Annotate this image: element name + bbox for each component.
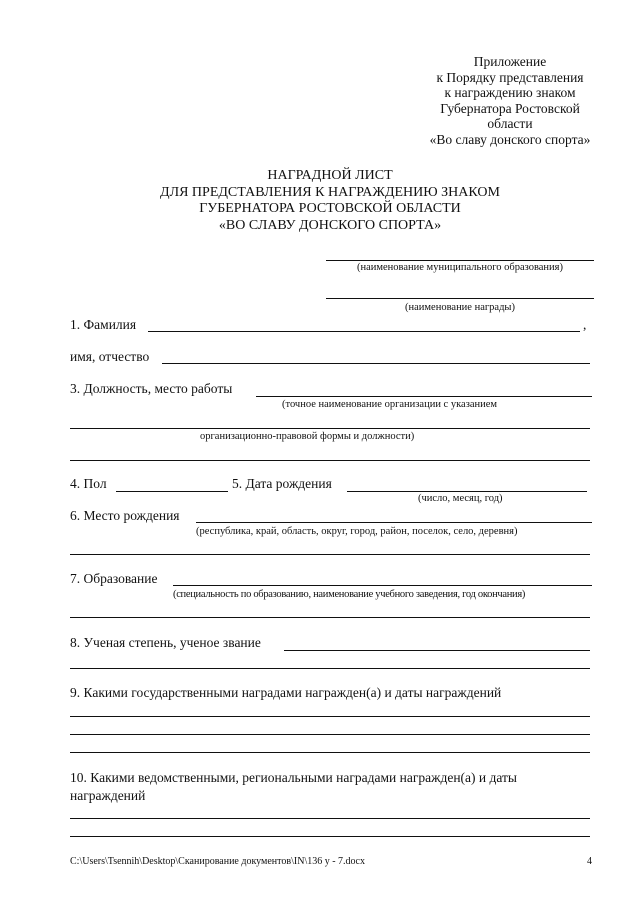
state-awards-field-2[interactable] <box>70 734 590 735</box>
birth-place-field[interactable] <box>196 522 592 523</box>
appendix-line: Приложение <box>473 54 547 69</box>
education-label: 7. Образование <box>70 571 158 586</box>
appendix-line: к Порядку представления <box>436 69 584 85</box>
surname-label: 1. Фамилия <box>70 317 137 332</box>
birth-date-hint: (число, месяц, год) <box>418 493 503 504</box>
birth-date-label: 5. Дата рождения <box>232 476 332 491</box>
birth-place-label: 6. Место рождения <box>70 508 180 523</box>
title-line: ДЛЯ ПРЕДСТАВЛЕНИЯ К НАГРАЖДЕНИЮ ЗНАКОМ <box>160 184 500 200</box>
dept-awards-label-1: 10. Какими ведомственными, региональными наградами награжден(а) и даты <box>70 770 517 785</box>
birth-date-field[interactable] <box>347 491 587 492</box>
title-line: «ВО СЛАВУ ДОНСКОГО СПОРТА» <box>218 217 442 233</box>
municipality-field[interactable] <box>326 260 594 261</box>
position-hint-2: организационно-правовой формы и должности) <box>200 431 415 442</box>
state-awards-field-3[interactable] <box>70 752 590 753</box>
position-field[interactable] <box>256 396 592 397</box>
appendix-block <box>410 54 610 147</box>
birth-place-field-2[interactable] <box>70 554 590 555</box>
name-label: имя, отчество <box>70 349 150 364</box>
dept-awards-field-1[interactable] <box>70 818 590 819</box>
degree-field[interactable] <box>284 650 590 651</box>
sex-label: 4. Пол <box>70 476 107 491</box>
birth-place-hint: (республика, край, область, округ, город, район, поселок, село, деревня) <box>196 526 518 537</box>
surname-comma: , <box>583 317 587 332</box>
title-line: ГУБЕРНАТОРА РОСТОВСКОЙ ОБЛАСТИ <box>199 201 461 216</box>
award-hint: (наименование награды) <box>405 302 515 313</box>
title-line: НАГРАДНОЙ ЛИСТ <box>267 168 393 183</box>
name-field[interactable] <box>162 363 590 364</box>
surname-field[interactable] <box>148 331 580 332</box>
appendix-line: «Во славу донского спорта» <box>429 131 591 147</box>
award-field[interactable] <box>326 298 594 299</box>
position-label: 3. Должность, место работы <box>70 381 233 396</box>
dept-awards-field-2[interactable] <box>70 836 590 837</box>
municipality-hint: (наименование муниципального образования) <box>356 262 564 273</box>
appendix-line: к награждению знаком <box>444 85 576 100</box>
footer-path: C:\Users\Tsennih\Desktop\Сканирование документов\IN\136 у - 7.docx <box>70 856 365 867</box>
sex-field[interactable] <box>116 491 228 492</box>
degree-field-2[interactable] <box>70 668 590 669</box>
education-field[interactable] <box>173 585 592 586</box>
position-field-2[interactable] <box>70 428 590 429</box>
education-field-2[interactable] <box>70 617 590 618</box>
education-hint: (специальность по образованию, наименование учебного заведения, год окончания) <box>173 589 526 600</box>
appendix-line: области <box>487 116 533 131</box>
position-hint-1: (точное наименование организации с указанием <box>282 399 498 410</box>
page-number: 4 <box>587 856 592 867</box>
state-awards-label: 9. Какими государственными наградами награжден(а) и даты награждений <box>70 685 502 700</box>
appendix-line: Губернатора Ростовской <box>440 100 580 116</box>
state-awards-field-1[interactable] <box>70 716 590 717</box>
degree-label: 8. Ученая степень, ученое звание <box>70 635 261 650</box>
position-field-3[interactable] <box>70 460 590 461</box>
dept-awards-label-2: награждений <box>70 788 146 803</box>
document-title <box>110 168 550 234</box>
